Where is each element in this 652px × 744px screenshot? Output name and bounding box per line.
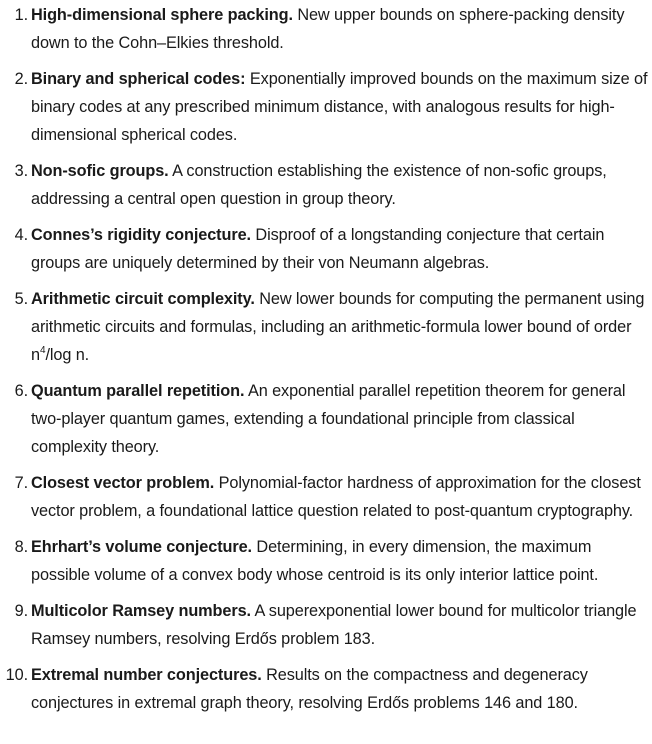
- item-body: [31, 597, 652, 653]
- list-item: [0, 221, 652, 277]
- item-description: Results on the compactness and degeneracy conjectures in extremal graph theory, resolving Erdős problems 146 and 180.: [31, 666, 588, 712]
- item-number: 7.: [14, 474, 28, 492]
- item-number: 3.: [14, 162, 28, 180]
- item-description: New upper bounds on sphere-packing density down to the Cohn–Elkies threshold.: [31, 6, 625, 52]
- item-body: [31, 533, 652, 589]
- item-title: High-dimensional sphere packing.: [31, 6, 293, 24]
- item-body: [31, 221, 652, 277]
- item-body: [31, 661, 652, 717]
- item-title: Binary and spherical codes:: [31, 70, 246, 88]
- item-number: 6.: [14, 382, 28, 400]
- item-title: Closest vector problem.: [31, 474, 215, 492]
- item-body: [31, 1, 652, 57]
- item-description: Polynomial-factor hardness of approximation for the closest vector problem, a foundational lattice question related to post-quantum cryptography.: [31, 474, 641, 520]
- item-body: [31, 469, 652, 525]
- item-body: [31, 157, 652, 213]
- list-item: [0, 469, 652, 525]
- list-item: [0, 377, 652, 461]
- item-title: Connes’s rigidity conjecture.: [31, 226, 251, 244]
- item-description: New lower bounds for computing the permanent using arithmetic circuits and formulas, including an arithmetic-formula lower bound of order n: [31, 290, 645, 364]
- item-description: An exponential parallel repetition theorem for general two-player quantum games, extending a foundational principle from classical complexity theory.: [31, 382, 626, 456]
- item-title: Arithmetic circuit complexity.: [31, 290, 255, 308]
- item-number: 4.: [14, 226, 28, 244]
- list-item: [0, 661, 652, 717]
- item-description: A superexponential lower bound for multicolor triangle Ramsey numbers, resolving Erdős problem 183.: [31, 602, 637, 648]
- list-item: [0, 285, 652, 369]
- item-number: 8.: [14, 538, 28, 556]
- list-item: [0, 157, 652, 213]
- item-number: 9.: [14, 602, 28, 620]
- list-item: [0, 1, 652, 57]
- item-number: 5.: [14, 290, 28, 308]
- item-number: 10.: [5, 666, 28, 684]
- item-number: 2.: [14, 70, 28, 88]
- list-item: [0, 597, 652, 653]
- item-title: Multicolor Ramsey numbers.: [31, 602, 251, 620]
- list-item: [0, 65, 652, 149]
- item-number: 1.: [14, 6, 28, 24]
- item-body: [31, 65, 652, 149]
- item-description: A construction establishing the existence of non-sofic groups, addressing a central open question in group theory.: [31, 162, 607, 208]
- item-description-end: /log n.: [45, 346, 90, 364]
- exponent: 4: [39, 344, 46, 356]
- item-description: Exponentially improved bounds on the maximum size of binary codes at any prescribed minimum distance, with analogous results for high-dimensional spherical codes.: [31, 70, 648, 144]
- item-title: Extremal number conjectures.: [31, 666, 262, 684]
- list-item: [0, 533, 652, 589]
- item-description: Disproof of a longstanding conjecture that certain groups are uniquely determined by their von Neumann algebras.: [31, 226, 605, 272]
- item-description: Determining, in every dimension, the maximum possible volume of a convex body whose centroid is its only interior lattice point.: [31, 538, 599, 584]
- item-body: [31, 377, 652, 461]
- item-title: Non-sofic groups.: [31, 162, 169, 180]
- item-body: [31, 285, 652, 369]
- item-title: Ehrhart’s volume conjecture.: [31, 538, 252, 556]
- item-title: Quantum parallel repetition.: [31, 382, 245, 400]
